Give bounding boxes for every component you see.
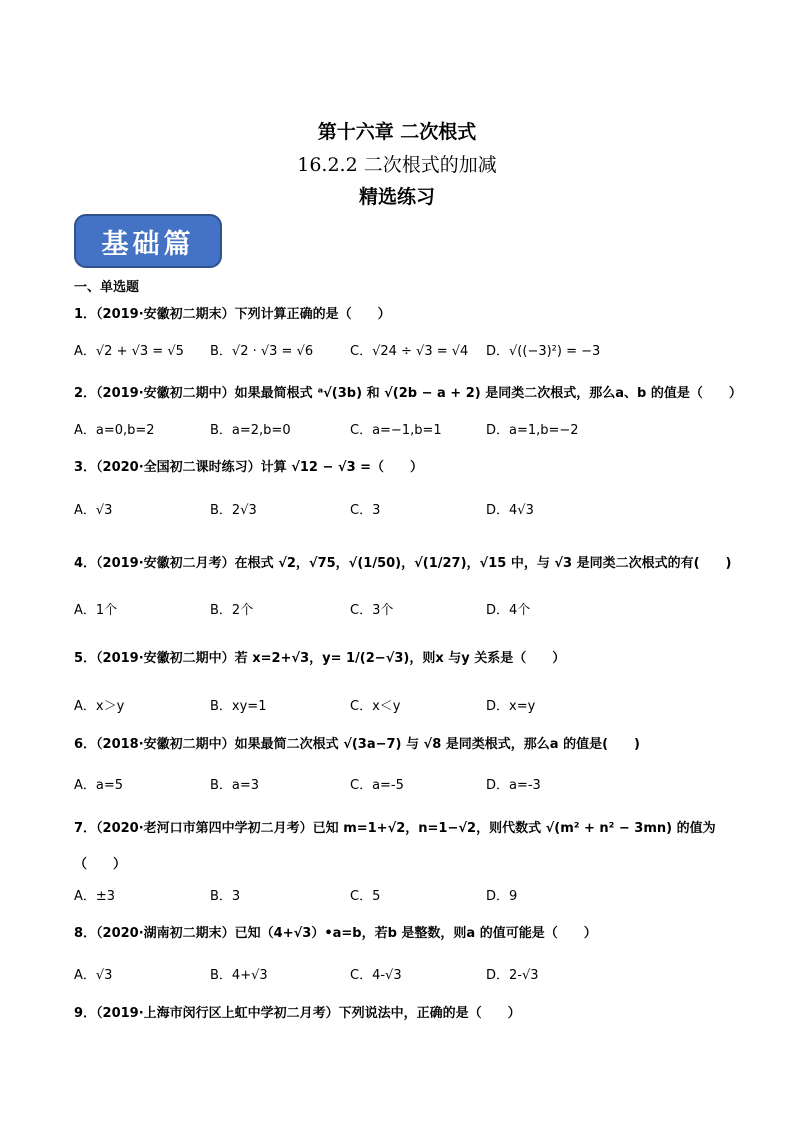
question-1-option-a: A．√2 + √3 = √5 — [74, 344, 184, 359]
part-heading: 一、单选题 — [74, 280, 140, 295]
question-7-option-b: B．3 — [210, 889, 241, 904]
question-8-option-d: D．2-√3 — [486, 968, 539, 983]
question-5-stem: 5．（2019·安徽初二期中）若 x=2+√3，y= 1/(2−√3)，则x 与y 关系是（ ） — [74, 651, 566, 666]
question-7-stem-continuation: （ ） — [74, 857, 127, 872]
question-7-option-c: C．5 — [350, 889, 381, 904]
question-8-option-b: B．4+√3 — [210, 968, 268, 983]
question-8-stem: 8．（2020·湖南初二期末）已知（4+√3）•a=b，若b 是整数，则a 的值可能是（ ） — [74, 926, 597, 941]
question-4-option-d: D．4个 — [486, 603, 531, 618]
question-1-option-d: D．√((−3)²) = −3 — [486, 344, 601, 359]
question-4-option-a: A．1个 — [74, 603, 118, 618]
question-5-option-b: B．xy=1 — [210, 699, 267, 714]
question-3-option-d: D．4√3 — [486, 503, 534, 518]
question-6-option-a: A．a=5 — [74, 778, 124, 793]
question-2-option-c: C．a=−1,b=1 — [350, 423, 442, 438]
question-7-stem: 7．（2020·老河口市第四中学初二月考）已知 m=1+√2，n=1−√2，则代数式 √(m² + n² − 3mn) 的值为 — [74, 821, 716, 836]
question-8-option-a: A．√3 — [74, 968, 113, 983]
chapter-title: 第十六章 二次根式 — [317, 121, 477, 143]
question-2-option-b: B．a=2,b=0 — [210, 423, 291, 438]
level-badge: 基础篇 — [74, 214, 222, 268]
question-1-option-b: B．√2 · √3 = √6 — [210, 344, 314, 359]
question-2-stem: 2．（2019·安徽初二期中）如果最简根式 ᵃ√(3b) 和 √(2b − a + 2) 是同类二次根式，那么a、b 的值是（ ） — [74, 386, 742, 401]
subtitle: 精选练习 — [358, 186, 435, 208]
question-3-option-a: A．√3 — [74, 503, 113, 518]
question-6-option-b: B．a=3 — [210, 778, 260, 793]
question-4-stem: 4．（2019·安徽初二月考）在根式 √2，√75，√(1/50)，√(1/27)，√15 中，与 √3 是同类二次根式的有( ) — [74, 556, 732, 571]
question-4-option-c: C．3个 — [350, 603, 394, 618]
question-9-stem: 9．（2019·上海市闵行区上虹中学初二月考）下列说法中，正确的是（ ） — [74, 1006, 521, 1021]
section-title: 16.2.2 二次根式的加减 — [297, 154, 497, 176]
question-2-option-d: D．a=1,b=−2 — [486, 423, 579, 438]
question-1-stem: 1．（2019·安徽初二期末）下列计算正确的是（ ） — [74, 307, 391, 322]
question-1-option-c: C．√24 ÷ √3 = √4 — [350, 344, 469, 359]
question-7-option-a: A．±3 — [74, 889, 116, 904]
question-5-option-a: A．x＞y — [74, 699, 125, 714]
question-3-option-c: C．3 — [350, 503, 381, 518]
question-8-option-c: C．4-√3 — [350, 968, 402, 983]
question-6-stem: 6．（2018·安徽初二期中）如果最简二次根式 √(3a−7) 与 √8 是同类根式，那么a 的值是( ) — [74, 737, 640, 752]
question-2-option-a: A．a=0,b=2 — [74, 423, 155, 438]
question-3-stem: 3．（2020·全国初二课时练习）计算 √12 − √3 =（ ） — [74, 460, 424, 475]
question-5-option-c: C．x＜y — [350, 699, 401, 714]
question-3-option-b: B．2√3 — [210, 503, 257, 518]
question-6-option-c: C．a=-5 — [350, 778, 404, 793]
question-5-option-d: D．x=y — [486, 699, 536, 714]
question-4-option-b: B．2个 — [210, 603, 254, 618]
question-6-option-d: D．a=-3 — [486, 778, 541, 793]
question-7-option-d: D．9 — [486, 889, 518, 904]
